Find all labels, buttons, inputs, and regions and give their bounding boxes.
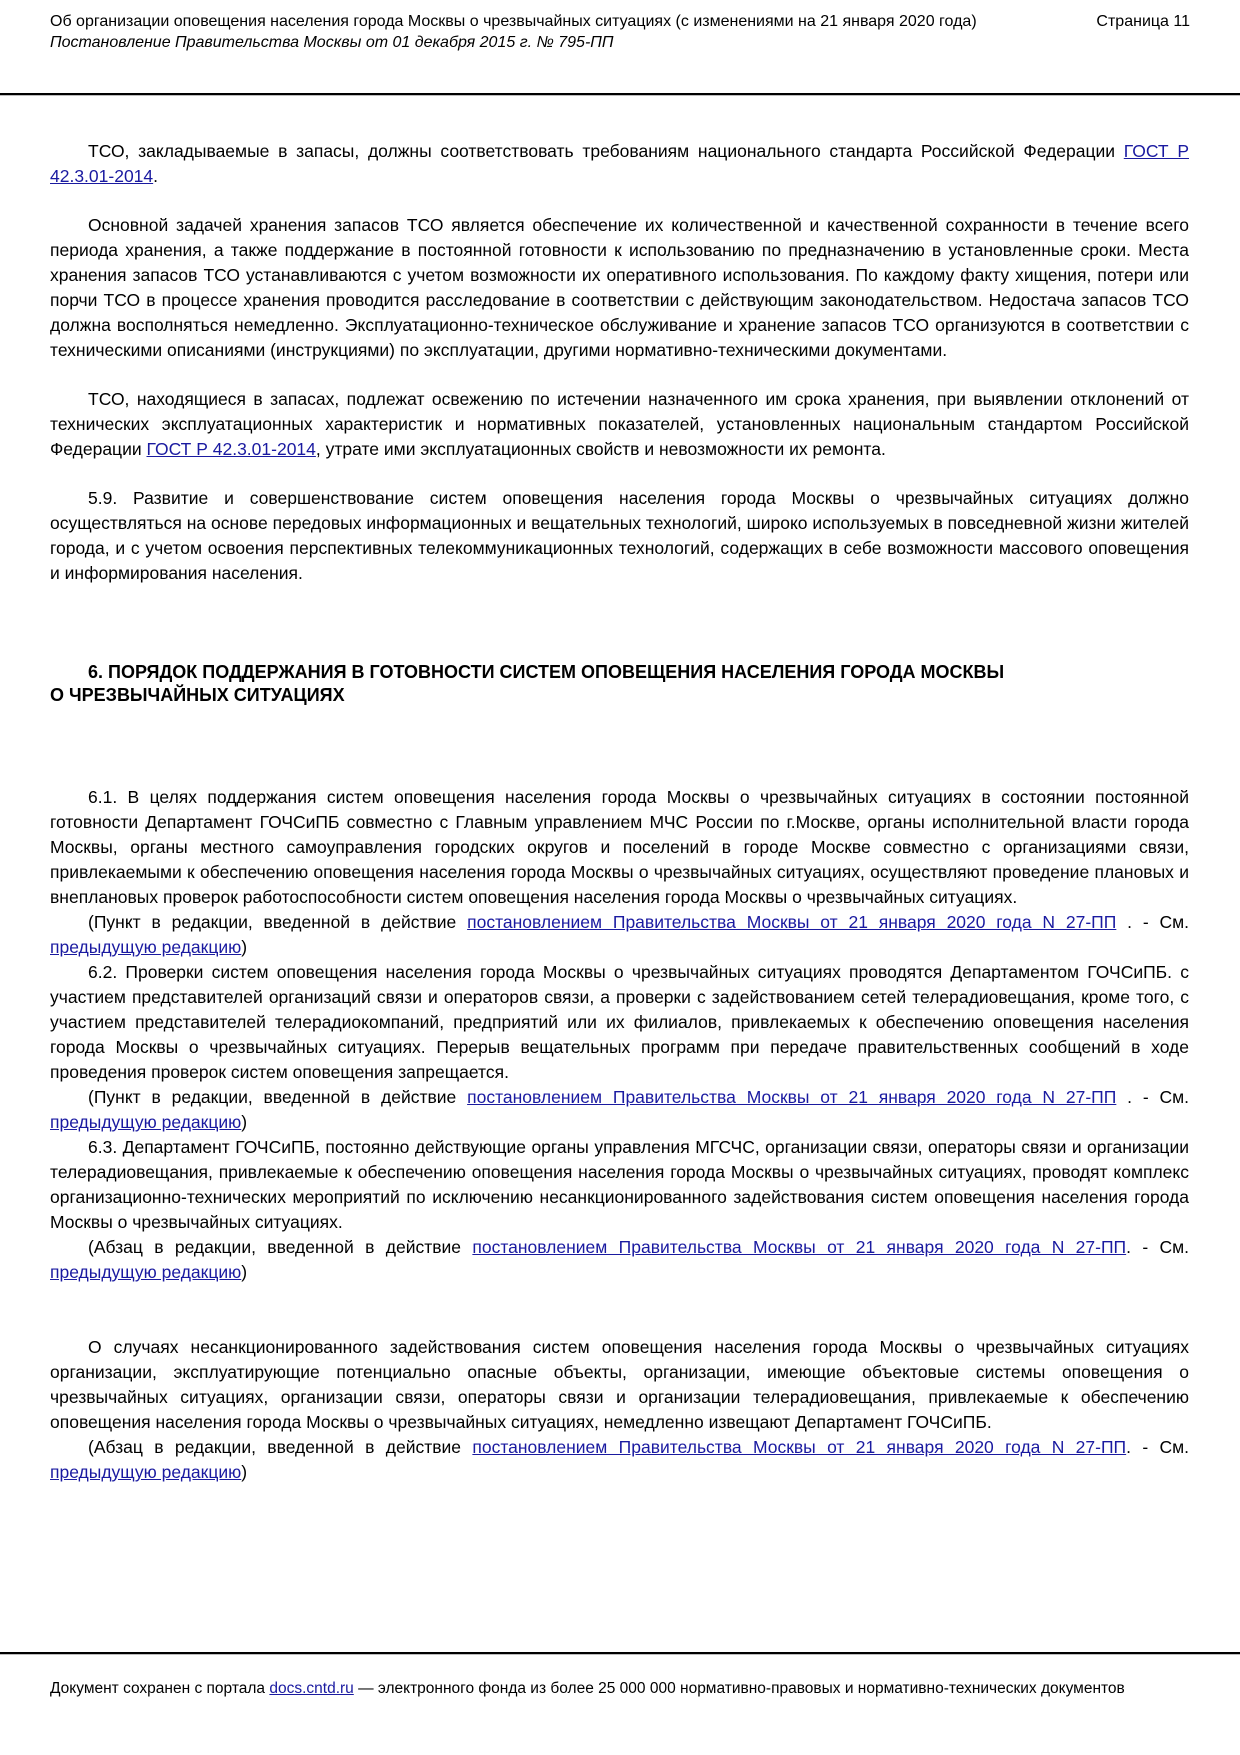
- paragraph-6-1: 6.1. В целях поддержания систем оповещения населения города Москвы о чрезвычайных ситуациях в состоянии постоянной готовности Департамент ГОЧСиПБ совместно с Главным управлением МЧС России по г.Москве, органы исполнительной власти города Москвы, органы местного самоуправления городских округов и поселений в городе Москве совместно с организациями связи, привлекаемыми к обеспечению оповещения населения города Москвы о чрезвычайных ситуациях, осуществляют проведение плановых и внеплановых проверок работоспособности систем оповещения населения города Москвы о чрезвычайных ситуациях.: [50, 787, 1189, 907]
- gost-link[interactable]: ГОСТ Р 42.3.01-2014: [50, 141, 1189, 186]
- page-footer: [50, 1679, 1190, 1698]
- amendment-note: [50, 1235, 1189, 1285]
- note-text: ): [241, 937, 248, 957]
- gost-link[interactable]: ГОСТ Р 42.3.01-2014: [146, 439, 316, 459]
- paragraph-6-3: 6.3. Департамент ГОЧСиПБ, постоянно действующие органы управления МГСЧС, организации связи, операторы связи и организации телерадиовещания, привлекаемые к обеспечению оповещения населения города Москвы о чрезвычайных ситуациях, проводят комплекс организационно-технических мероприятий по исключению несанкционированного задействования систем оповещения населения города Москвы о чрезвычайных ситуациях.: [50, 1137, 1189, 1232]
- paragraph-text: ТСО, находящиеся в запасах, подлежат освежению по истечении назначенного им срока хранения, при выявлении отклонений от технических эксплуатационных характеристик и нормативных показателей, установленных национальным стандартом Российской Федерации: [50, 389, 1189, 459]
- note-text: . - См.: [1126, 1437, 1190, 1457]
- paragraph-5-9: 5.9. Развитие и совершенствование систем оповещения населения города Москвы о чрезвычайных ситуациях должно осуществляться на основе передовых информационных и вещательных технологий, широко используемых в повседневной жизни жителей города, и с учетом освоения перспективных телекоммуникационных технологий, содержащих в себе возможности массового оповещения и информирования населения.: [50, 488, 1189, 583]
- amendment-note: [50, 1435, 1189, 1485]
- paragraph-text: .: [153, 166, 159, 186]
- section-6-title: [50, 661, 1189, 707]
- note-text: ): [241, 1462, 248, 1482]
- portal-link[interactable]: docs.cntd.ru: [269, 1680, 354, 1697]
- previous-edition-link[interactable]: предыдущую редакцию: [50, 937, 242, 957]
- note-text: (Абзац в редакции, введенной в действие: [88, 1437, 473, 1457]
- paragraph-text: ТСО, закладываемые в запасы, должны соответствовать требованиям национального стандарта Российской Федерации: [88, 141, 1124, 161]
- footer-text: — электронного фонда из более 25 000 000 нормативно-правовых и нормативно-технических документов: [353, 1680, 1125, 1697]
- previous-edition-link[interactable]: предыдущую редакцию: [50, 1462, 242, 1482]
- footer-text: Документ сохранен с портала: [50, 1680, 270, 1697]
- header-divider: [0, 93, 1240, 95]
- resolution-link[interactable]: постановлением Правительства Москвы от 21 января 2020 года N 27-ПП: [467, 1087, 1117, 1107]
- section-title-line: О ЧРЕЗВЫЧАЙНЫХ СИТУАЦИЯХ: [50, 685, 345, 705]
- resolution-link[interactable]: постановлением Правительства Москвы от 21 января 2020 года N 27-ПП: [472, 1437, 1127, 1457]
- document-subtitle: Постановление Правительства Москвы от 01 декабря 2015 г. № 795-ПП: [50, 34, 614, 51]
- resolution-link[interactable]: постановлением Правительства Москвы от 21 января 2020 года N 27-ПП: [467, 912, 1117, 932]
- paragraph-text: , утрате ими эксплуатационных свойств и невозможности их ремонта.: [315, 439, 886, 459]
- note-text: (Абзац в редакции, введенной в действие: [88, 1237, 473, 1257]
- document-title: Об организации оповещения населения города Москвы о чрезвычайных ситуациях (с изменениями на 21 января 2020 года): [50, 13, 977, 30]
- paragraph-storage-task: Основной задачей хранения запасов ТСО является обеспечение их количественной и качественной сохранности в течение всего периода хранения, а также поддержание в постоянной готовности к использованию по предназначению в установленные сроки. Места хранения запасов ТСО устанавливаются с учетом возможности их оперативного использования. По каждому факту хищения, потери или порчи ТСО в процессе хранения проводится расследование в соответствии с действующим законодательством. Недостача запасов ТСО должна восполняться немедленно. Эксплуатационно-техническое обслуживание и хранение запасов ТСО организуются в соответствии с техническими описаниями (инструкциями) по эксплуатации, другими нормативно-техническими документами.: [50, 215, 1189, 360]
- note-text: . - См.: [1116, 1087, 1189, 1107]
- note-text: ): [241, 1112, 248, 1132]
- previous-edition-link[interactable]: предыдущую редакцию: [50, 1262, 242, 1282]
- previous-edition-link[interactable]: предыдущую редакцию: [50, 1112, 242, 1132]
- footer-divider: [0, 1652, 1240, 1654]
- note-text: . - См.: [1126, 1237, 1190, 1257]
- note-text: (Пункт в редакции, введенной в действие: [88, 912, 468, 932]
- paragraph-6-2: 6.2. Проверки систем оповещения населения города Москвы о чрезвычайных ситуациях проводятся Департаментом ГОЧСиПБ. с участием представителей организаций связи и операторов связи, а проверки с задействованием сетей телерадиовещания, кроме того, с участием представителей телерадиокомпаний, предприятий или их филиалов, привлекаемых к обеспечению оповещения населения города Москвы о чрезвычайных ситуациях. Перерыв вещательных программ при передаче правительственных сообщений в ходе проведения проверок систем оповещения запрещается.: [50, 962, 1189, 1082]
- note-text: (Пункт в редакции, введенной в действие: [88, 1087, 468, 1107]
- amendment-note: [50, 910, 1189, 960]
- document-body: [50, 139, 1189, 1485]
- paragraph-tso-reserves: [50, 139, 1189, 189]
- note-text: . - См.: [1116, 912, 1189, 932]
- section-title-line: 6. ПОРЯДОК ПОДДЕРЖАНИЯ В ГОТОВНОСТИ СИСТЕМ ОПОВЕЩЕНИЯ НАСЕЛЕНИЯ ГОРОДА МОСКВЫ: [88, 662, 1005, 682]
- paragraph-unauthorized-activation: О случаях несанкционированного задействования систем оповещения населения города Москвы о чрезвычайных ситуациях организации, эксплуатирующие потенциально опасные объекты, организации, имеющие объектовые системы оповещения о чрезвычайных ситуациях, организации связи, операторы связи и организации телерадиовещания, привлекаемые к обеспечению оповещения населения города Москвы о чрезвычайных ситуациях, немедленно извещают Департамент ГОЧСиПБ.: [50, 1337, 1189, 1432]
- note-text: ): [241, 1262, 248, 1282]
- page-number: Страница 11: [1096, 13, 1190, 30]
- paragraph-tso-refresh: [50, 387, 1189, 462]
- resolution-link[interactable]: постановлением Правительства Москвы от 21 января 2020 года N 27-ПП: [472, 1237, 1127, 1257]
- page-header: [50, 11, 1190, 53]
- amendment-note: [50, 1085, 1189, 1135]
